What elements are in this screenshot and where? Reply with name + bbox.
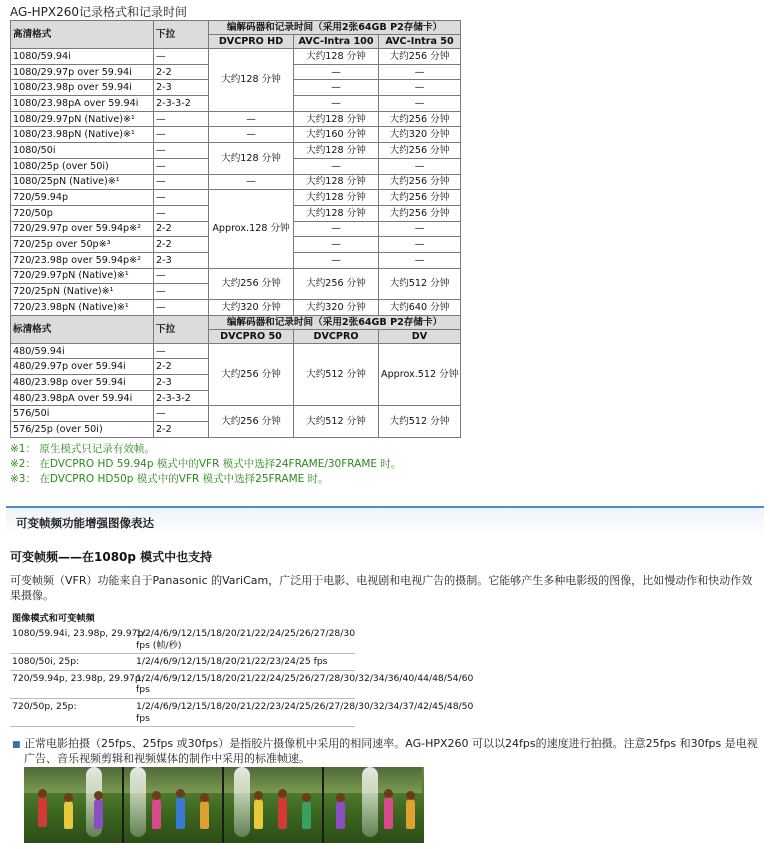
- pulldown-cell: 2-2: [154, 221, 209, 237]
- hd-pulldown-header: 下拉: [154, 21, 209, 49]
- format-cell: 1080/25pN (Native)※¹: [11, 174, 154, 190]
- mode-label: 1080/50i, 25p:: [12, 656, 80, 668]
- pulldown-cell: 2-3-3-2: [154, 390, 209, 406]
- codec-header-dvcpro-hd: DVCPRO HD: [209, 35, 294, 49]
- sample-photo-strip: [24, 767, 424, 843]
- time-cell: 大约320 分钟: [294, 300, 379, 316]
- pulldown-cell: 2-2: [154, 237, 209, 253]
- bullet-icon: ■: [12, 740, 21, 750]
- table-row: [11, 300, 461, 316]
- list-item: [10, 654, 355, 671]
- format-cell: 720/50p: [11, 205, 154, 221]
- time-cell: 大约128 分钟: [209, 143, 294, 174]
- vfr-modes-table: [10, 612, 474, 727]
- format-cell: 1080/50i: [11, 143, 154, 159]
- time-cell: —: [294, 252, 379, 268]
- time-cell: 大约512 分钟: [294, 406, 379, 437]
- pulldown-cell: —: [154, 300, 209, 316]
- time-cell: 大约512 分钟: [294, 343, 379, 406]
- codec-header-dvcpro: DVCPRO: [294, 329, 379, 343]
- pulldown-cell: —: [154, 284, 209, 300]
- pulldown-cell: —: [154, 406, 209, 422]
- format-cell: 720/23.98p over 59.94p※²: [11, 252, 154, 268]
- format-cell: 480/59.94i: [11, 343, 154, 359]
- recording-format-table: [10, 20, 461, 438]
- format-cell: 720/59.94p: [11, 190, 154, 206]
- table-row: [11, 268, 461, 284]
- time-cell: 大约256 分钟: [379, 111, 461, 127]
- codec-header-dv: DV: [379, 329, 461, 343]
- table-row: [11, 111, 461, 127]
- table-row: [11, 127, 461, 143]
- format-cell: 1080/23.98p over 59.94i: [11, 80, 154, 96]
- vfr-modes-title: 图像模式和可变帧频: [12, 613, 95, 624]
- pulldown-cell: 2-3: [154, 375, 209, 391]
- pulldown-cell: —: [154, 111, 209, 127]
- time-cell: —: [294, 237, 379, 253]
- mode-label: 720/59.94p, 23.98p, 29.97p:: [12, 672, 144, 684]
- pulldown-cell: 2-3: [154, 252, 209, 268]
- bullet-text: 正常电影拍摄（25fps、25fps 或30fps）是指胶片摄像机中采用的相同速率。AG-HPX260 可以以24fps的速度进行拍摄。注意25fps 和30fps 是电视广告、音乐视频剪辑和视频媒体的制作中采用的标准帧速。: [24, 737, 758, 765]
- time-cell: 大约128 分钟: [209, 49, 294, 112]
- table-row: [11, 174, 461, 190]
- sd-pulldown-header: 下拉: [154, 315, 209, 343]
- time-cell: 大约256 分钟: [209, 343, 294, 406]
- pulldown-cell: —: [154, 343, 209, 359]
- mode-rates: 1/2/4/6/9/12/15/18/20/21/22/23/24/25/26/27/28/30/32/34/37/42/45/48/50 fps: [136, 700, 474, 724]
- hd-codec-group-header: 编解码器和记录时间（采用2张64GB P2存储卡）: [209, 21, 461, 35]
- time-cell: 大约128 分钟: [294, 190, 379, 206]
- time-cell: —: [379, 64, 461, 80]
- table-row: [11, 406, 461, 422]
- footnote: ※2： 在DVCPRO HD 59.94p 模式中的VFR 模式中选择24FRAME/30FRAME 时。: [10, 458, 402, 470]
- time-cell: 大约256 分钟: [379, 143, 461, 159]
- format-cell: 720/25pN (Native)※¹: [11, 284, 154, 300]
- time-cell: —: [294, 221, 379, 237]
- format-cell: 480/23.98p over 59.94i: [11, 375, 154, 391]
- format-cell: 1080/59.94i: [11, 49, 154, 65]
- photo-frame: [324, 767, 422, 843]
- pulldown-cell: —: [154, 190, 209, 206]
- time-cell: Approx.128 分钟: [209, 190, 294, 268]
- format-cell: 1080/29.97pN (Native)※¹: [11, 111, 154, 127]
- time-cell: —: [379, 158, 461, 174]
- time-cell: 大约256 分钟: [209, 268, 294, 299]
- codec-header-avc100: AVC-Intra 100: [294, 35, 379, 49]
- time-cell: —: [294, 80, 379, 96]
- pulldown-cell: —: [154, 268, 209, 284]
- footnote: ※1： 原生模式只记录有效帧。: [10, 443, 155, 455]
- pulldown-cell: —: [154, 127, 209, 143]
- time-cell: —: [209, 174, 294, 190]
- section-header-bar: [6, 506, 764, 536]
- page-title: AG-HPX260记录格式和记录时间: [10, 5, 188, 19]
- mode-rates: 1/2/4/6/9/12/15/18/20/21/22/23/24/25 fps: [136, 656, 328, 668]
- format-cell: 576/25p (over 50i): [11, 422, 154, 438]
- time-cell: —: [379, 221, 461, 237]
- time-cell: —: [294, 158, 379, 174]
- bullet-paragraph: [10, 736, 766, 766]
- time-cell: 大约320 分钟: [209, 300, 294, 316]
- pulldown-cell: —: [154, 174, 209, 190]
- pulldown-cell: 2-3: [154, 80, 209, 96]
- time-cell: 大约128 分钟: [294, 205, 379, 221]
- pulldown-cell: 2-2: [154, 422, 209, 438]
- subheading: 可变帧频——在1080p 模式中也支持: [10, 550, 213, 564]
- pulldown-cell: 2-3-3-2: [154, 96, 209, 112]
- mode-rates: 1/2/4/6/9/12/15/18/20/21/22/24/25/26/27/28/30 fps (帧/秒): [136, 628, 356, 651]
- pulldown-cell: —: [154, 49, 209, 65]
- time-cell: 大约512 分钟: [379, 268, 461, 299]
- pulldown-cell: —: [154, 143, 209, 159]
- intro-paragraph: 可变帧频（VFR）功能来自于Panasonic 的VariCam，广泛用于电影、电视剧和电视广告的摄制。它能够产生多种电影级的图像，比如慢动作和快动作效果摄像。: [10, 574, 753, 602]
- time-cell: Approx.512 分钟: [379, 343, 461, 406]
- time-cell: —: [294, 96, 379, 112]
- time-cell: 大约256 分钟: [379, 190, 461, 206]
- list-item: [10, 626, 355, 654]
- footnotes: [10, 442, 401, 487]
- table-row: [11, 190, 461, 206]
- format-cell: 1080/23.98pA over 59.94i: [11, 96, 154, 112]
- footnote: ※3： 在DVCPRO HD50p 模式中的VFR 模式中选择25FRAME 时。: [10, 473, 329, 485]
- time-cell: 大约256 分钟: [379, 49, 461, 65]
- time-cell: 大约128 分钟: [294, 111, 379, 127]
- photo-frame: [224, 767, 324, 843]
- time-cell: —: [379, 80, 461, 96]
- sd-codec-group-header: 编解码器和记录时间（采用2张64GB P2存储卡）: [209, 315, 461, 329]
- table-row: [11, 49, 461, 65]
- time-cell: —: [379, 96, 461, 112]
- time-cell: 大约128 分钟: [294, 49, 379, 65]
- time-cell: 大约128 分钟: [294, 143, 379, 159]
- time-cell: —: [379, 252, 461, 268]
- hd-format-header: 高清格式: [11, 21, 154, 49]
- section-title: 可变帧频功能增强图像表达: [16, 516, 154, 530]
- time-cell: 大约160 分钟: [294, 127, 379, 143]
- pulldown-cell: 2-2: [154, 359, 209, 375]
- format-cell: 1080/25p (over 50i): [11, 158, 154, 174]
- codec-header-dvcpro50: DVCPRO 50: [209, 329, 294, 343]
- format-cell: 480/23.98pA over 59.94i: [11, 390, 154, 406]
- mode-label: 1080/59.94i, 23.98p, 29.97p:: [12, 628, 147, 639]
- sd-format-header: 标清格式: [11, 315, 154, 343]
- mode-label: 720/50p, 25p:: [12, 700, 77, 712]
- table-row: [11, 143, 461, 159]
- time-cell: —: [294, 64, 379, 80]
- time-cell: 大约128 分钟: [294, 174, 379, 190]
- format-cell: 720/29.97p over 59.94p※²: [11, 221, 154, 237]
- list-item: [10, 699, 474, 727]
- format-cell: 480/29.97p over 59.94i: [11, 359, 154, 375]
- table-row: [11, 343, 461, 359]
- format-cell: 1080/23.98pN (Native)※¹: [11, 127, 154, 143]
- list-item: [10, 671, 474, 699]
- format-cell: 720/29.97pN (Native)※¹: [11, 268, 154, 284]
- time-cell: 大约320 分钟: [379, 127, 461, 143]
- time-cell: —: [209, 111, 294, 127]
- time-cell: —: [209, 127, 294, 143]
- time-cell: 大约256 分钟: [379, 205, 461, 221]
- mode-rates: 1/2/4/6/9/12/15/18/20/21/22/24/25/26/27/28/30/32/34/36/40/44/48/54/60 fps: [136, 672, 474, 696]
- time-cell: 大约256 分钟: [294, 268, 379, 299]
- time-cell: 大约256 分钟: [379, 174, 461, 190]
- pulldown-cell: —: [154, 205, 209, 221]
- format-cell: 1080/29.97p over 59.94i: [11, 64, 154, 80]
- format-cell: 720/23.98pN (Native)※¹: [11, 300, 154, 316]
- codec-header-avc50: AVC-Intra 50: [379, 35, 461, 49]
- format-cell: 576/50i: [11, 406, 154, 422]
- time-cell: 大约256 分钟: [209, 406, 294, 437]
- time-cell: 大约640 分钟: [379, 300, 461, 316]
- time-cell: 大约512 分钟: [379, 406, 461, 437]
- time-cell: —: [379, 237, 461, 253]
- photo-frame: [124, 767, 224, 843]
- pulldown-cell: —: [154, 158, 209, 174]
- pulldown-cell: 2-2: [154, 64, 209, 80]
- photo-frame: [24, 767, 124, 843]
- format-cell: 720/25p over 50p※³: [11, 237, 154, 253]
